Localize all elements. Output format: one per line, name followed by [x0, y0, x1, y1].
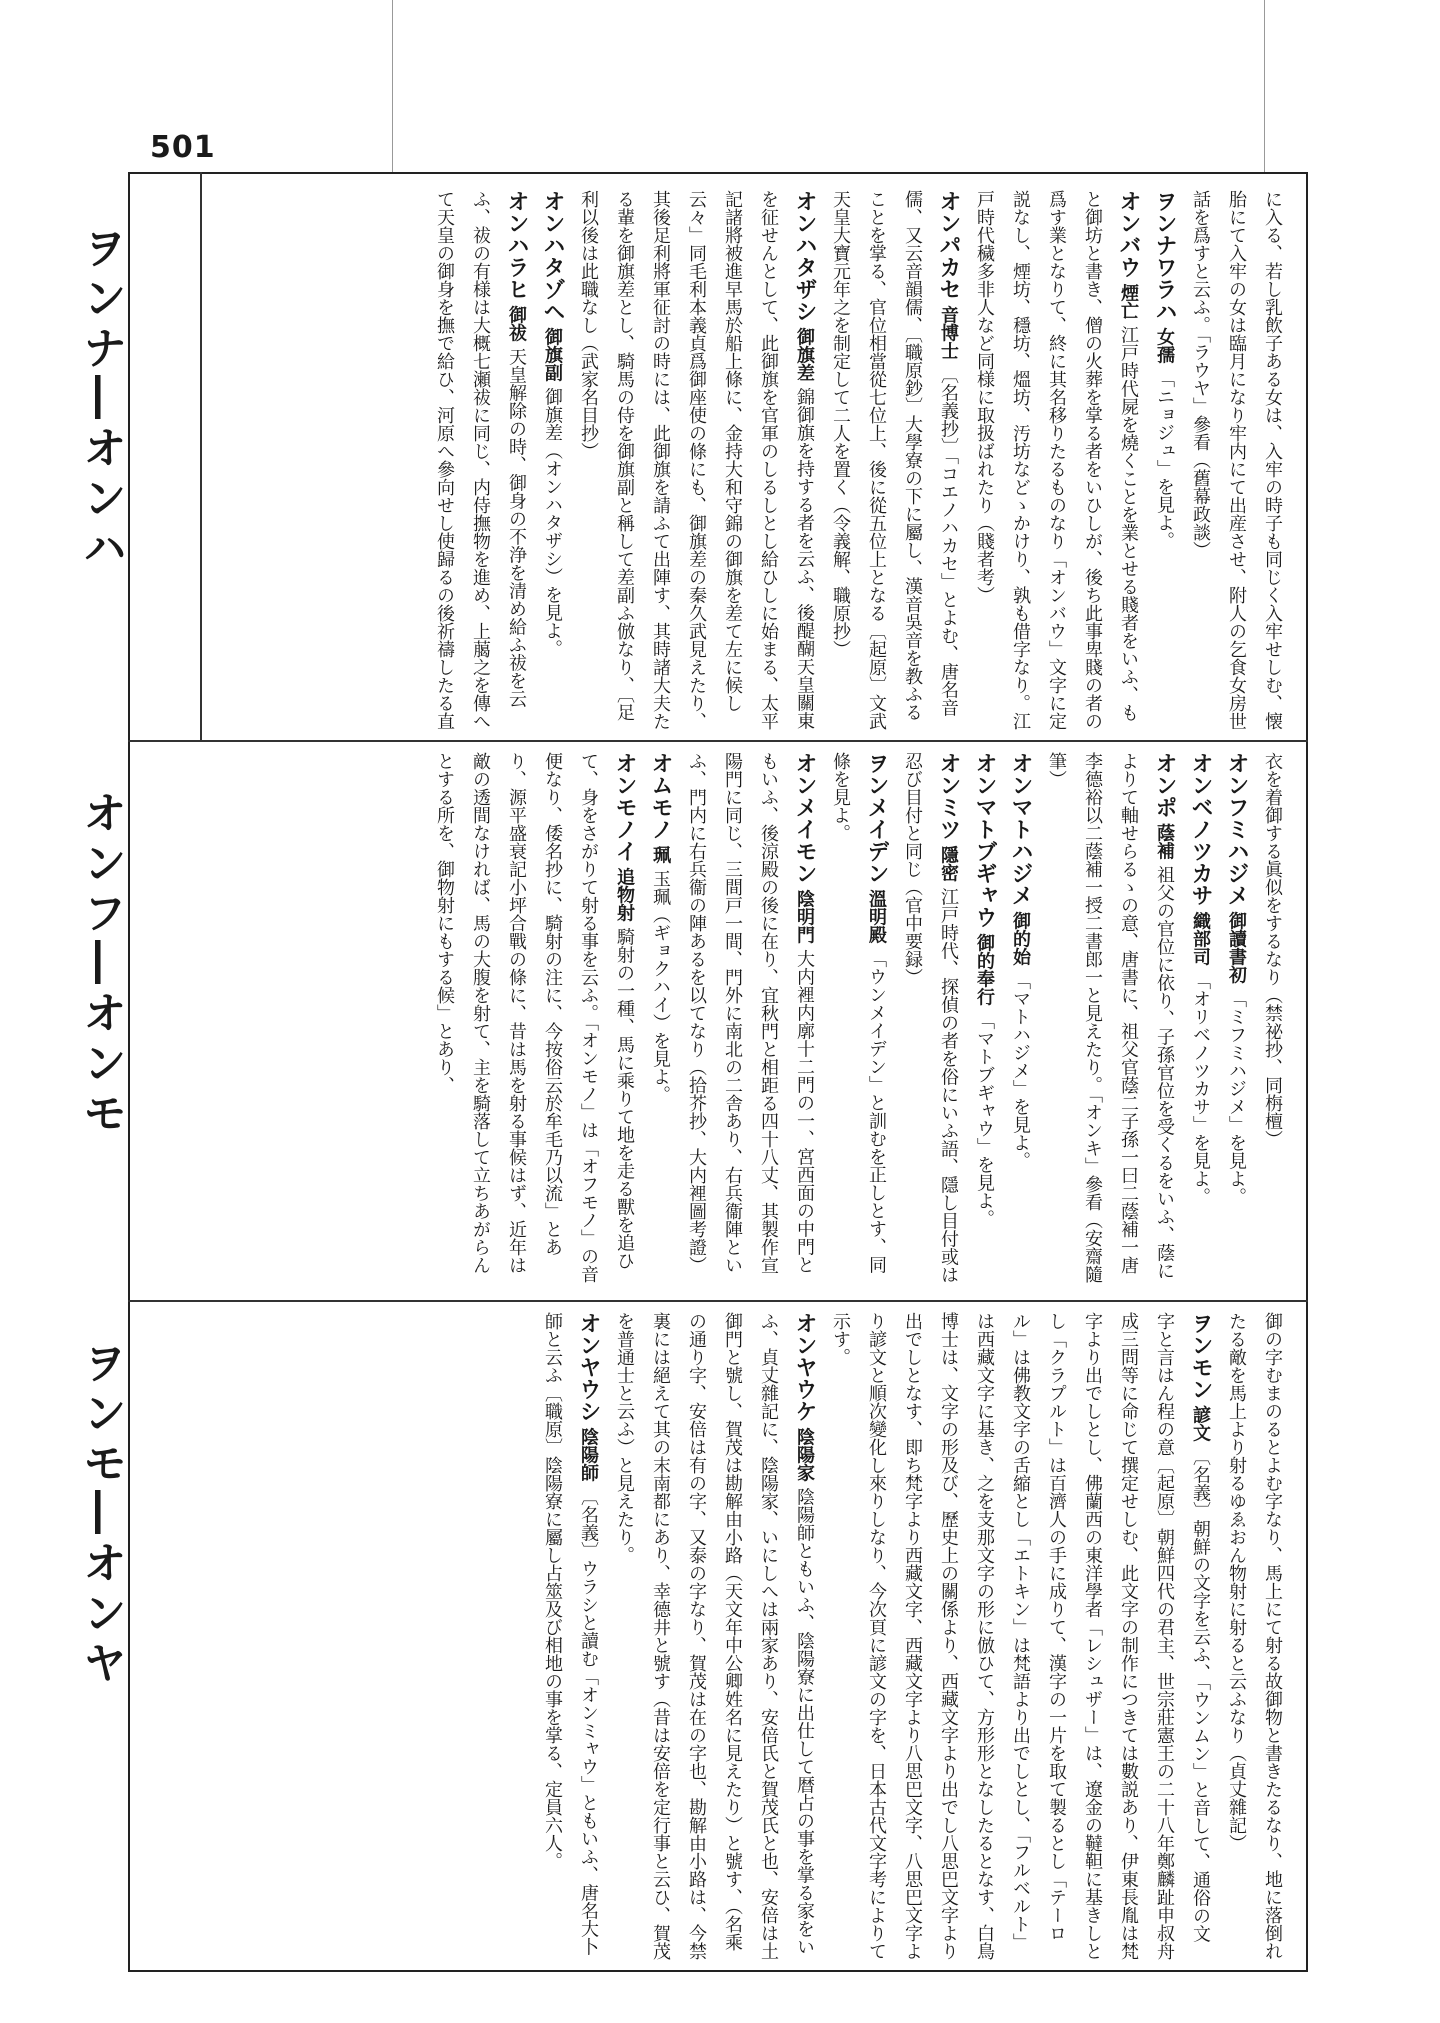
entry-headword: オンマトハジメ — [1008, 752, 1033, 906]
entry-headword: オンフミハジメ — [1224, 752, 1249, 906]
section-3 — [140, 1312, 1290, 1960]
entry-headword: オンハタザシ — [792, 190, 817, 322]
entry-kanji: 女孺 — [1154, 327, 1175, 364]
entry-headword: オンハタゾヘ — [540, 190, 565, 322]
entry-kanji: 陰陽家 — [794, 1427, 815, 1482]
entry-kanji: 御旗副 — [542, 327, 563, 382]
entry-definition: 玉珮（ギョクハイ）を見よ。 — [650, 869, 671, 1104]
entry-definition: 〔名義〕朝鮮の文字を云ふ、「ウンムン」と音して、通俗の文字と言はん程の意〔起原〕朝鮮四代の君主、世宗莊憲王の二十八年鄭麟趾申叔舟成三問等に命じて撰定せしむ、此文字の制作につきては數説あり、伊東長胤は梵字より出でしとし、佛蘭西の東洋學者「レシュザー」は、遼金の韃靼に基きしとし「クラプルト」は百濟人の手に成りて、漢字の一片を取て製るとし「テーロル」は佛教文字の舌縮とし「エトキン」は梵語より出でしとし、「フルベルト」は西藏文字に基き、之を支那文字の形に倣ひて、方形形となしたるとなす、白鳥博士は、文字の形及び、歷史上の關係より、西藏文字より出でし八思巴文字より出でしとなす、即ち梵字より西藏文字、西藏文字より八思巴文字、八思巴文字より諺文と順次變化し來りしなり、今次頁に諺文の字を、日本古代文字考によりて示す。 — [830, 1312, 1211, 1960]
entry — [534, 190, 570, 730]
entry-kanji: 陰陽師 — [578, 1427, 599, 1482]
section-divider-2 — [128, 1300, 1308, 1302]
entry-definition: 〔名義抄〕「コエノハカセ」とよむ、唐名音儒、又云音韻儒、〔職原鈔〕大學寮の下に屬し、漢音吳音を教ふることを掌る、官位相當從七位上、後に從五位上となる〔起原〕文武天皇大寶元年之を制定して二人を置く（令義解、職原抄） — [830, 190, 959, 730]
entry-kanji: 御旗差 — [794, 327, 815, 382]
entry-definition: 「ウンメイデン」と訓むを正しとす、同條を見よ。 — [830, 752, 887, 1274]
entry — [894, 752, 966, 1288]
section-divider-1 — [128, 740, 1308, 742]
entry-definition: 天皇解除の時、御身の不浄を清め給ふ祓を云ふ、祓の有様は大概七瀬祓に同じ、内侍撫物を進め、上﨟之を傳へて天皇の御身を撫で給ひ、河原へ參向せし使歸るの後祈禱したる直 — [434, 190, 527, 730]
running-head-2: オンフ―オンモ — [75, 790, 126, 1140]
entry — [606, 1312, 822, 1960]
entry-kanji: 織部司 — [1190, 911, 1211, 966]
entry-kanji: 御讀書初 — [1226, 911, 1247, 984]
entry-headword: オンヤウシ — [576, 1312, 601, 1422]
entry-kanji: 御的奉行 — [974, 933, 995, 1006]
entry-kanji: 溫明殿 — [866, 889, 887, 944]
entry — [966, 752, 1002, 1288]
entry-definition: 大内裡内廓十二門の一、宮西面の中門ともいふ、後涼殿の後に在り、宜秋門と相距る四十八丈、其製作宣陽門に同じ、三間戸一間、門外に南北の二舎あり、右兵衞陣といふ、門内に右兵衞の陣あるを以てなり（拾芥抄、大内裡圖考證） — [686, 752, 815, 1274]
scan-guide-line — [1264, 0, 1265, 172]
entry-headword: ヲンナワラハ — [1152, 190, 1177, 322]
entry-definition: 「マトブギャウ」を見よ。 — [974, 1011, 995, 1228]
entry-definition: 「ミフミハジメ」を見よ。 — [1226, 989, 1247, 1206]
scan-guide-line — [392, 0, 393, 172]
running-head-3: ヲンモ―オンヤ — [75, 1340, 126, 1690]
entry-headword: オンバウ — [1116, 190, 1141, 278]
entry-headword: オンミツ — [936, 752, 961, 840]
entry-headword: オンベノツカサ — [1188, 752, 1213, 906]
entry-kanji: 音博士 — [938, 305, 959, 360]
entry — [1146, 190, 1182, 730]
entry-definition: 「ニョジュ」を見よ。 — [1154, 369, 1175, 550]
section-1 — [140, 190, 1290, 730]
entry — [966, 190, 1146, 730]
entry-definition: 騎射の一種、馬に乘りて地を走る獸を追ひて、身をさがりて射る事を云ふ。「オンモノ」は「オフモノ」の音便なり、倭名抄に、騎射の注に、今按俗云於牟毛乃以流」とあり、源平盛衰記小坪合戰の條に、昔は馬を射る事候はず、近年は敵の透間なければ、馬の大腹を射て、主を騎落して立ちあがらんとする所を、御物射にもする候」とあり、 — [434, 752, 635, 1283]
page-number: 501 — [150, 130, 216, 165]
entry-kanji: 蔭補 — [1154, 823, 1175, 860]
entry-definition: 「オリベノツカサ」を見よ。 — [1190, 971, 1211, 1206]
entry — [534, 1312, 606, 1960]
entry — [822, 752, 894, 1288]
entry-headword: オンモノイ — [612, 752, 637, 862]
entry-kanji: 珮 — [650, 845, 671, 864]
entry-kanji: 御祓 — [506, 305, 527, 342]
entry-headword: オンポ — [1152, 752, 1177, 818]
entry-headword: オンパカセ — [936, 190, 961, 300]
entry-headword: ヲンメイデン — [864, 752, 889, 884]
entry — [426, 190, 534, 730]
entry-continuation — [1254, 752, 1290, 1288]
entry — [1038, 752, 1182, 1288]
entry-headword: ヲンモン — [1188, 1312, 1213, 1400]
entry-kanji: 煙亡 — [1118, 283, 1139, 320]
entry — [426, 752, 642, 1288]
entry — [570, 190, 822, 730]
entry-headword: オンメイモン — [792, 752, 817, 884]
entry-headword: オムモノ — [648, 752, 673, 840]
entry-definition: 「マトハジメ」を見よ。 — [1010, 971, 1031, 1170]
entry-continuation — [1182, 190, 1290, 730]
entry-headword: オンヤウケ — [792, 1312, 817, 1422]
continuation-text: に入る、若し乳飲子ある女は、入牢の時子も同じく入牢せしむ、懐胎にて入牢の女は臨月になり牢内にて出産させ、附人の乞食女房世話を爲すと云ふ。「ラウヤ」參看（舊幕政談） — [1190, 190, 1283, 730]
continuation-text: 衣を着御する眞似をするなり（禁祕抄、同栴檀） — [1262, 752, 1283, 1148]
entry-definition: 錦御旗を持する者を云ふ、後醍醐天皇關東を征せんとして、此御旗を官軍のしるしとし給ひしに始まる、太平記諸將被進早馬於船上條に、金持大和守錦の御旗を差て左に候し云々」同毛利本義貞爲御座使の條にも、御旗差の秦久武見えたり、其後足利將軍征討の時には、此御旗を請ふて出陣す、其時諸大夫たる輩を御旗差とし、騎馬の侍を御旗副と稱して差副ふ倣なり、〔足利以後は此職なし（武家名目抄） — [578, 190, 815, 730]
running-head-1: ヲンナ―オンハ — [75, 225, 126, 575]
section-2 — [140, 752, 1290, 1288]
continuation-text: 御の字むまのるとよむ字なり、馬上にて射る故御物と書きたるなり、地に落倒れたる敵を馬上より射るゆゑおん物射に射ると云ふなり（貞丈雜記） — [1226, 1312, 1283, 1960]
entry — [1218, 752, 1254, 1288]
entry-definition: 江戸時代、探偵の者を俗にいふ語、隱し目付或は忍び目付と同じ（官中要録） — [902, 752, 959, 1284]
entry-headword: オンハラヒ — [504, 190, 529, 300]
entry — [822, 190, 966, 730]
entry-kanji: 追物射 — [614, 867, 635, 922]
entry-kanji: 隱密 — [938, 845, 959, 882]
entry-kanji: 御的始 — [1010, 911, 1031, 966]
entry — [678, 752, 822, 1288]
entry — [822, 1312, 1218, 1960]
entry-continuation — [1218, 1312, 1290, 1960]
entry-kanji: 諺文 — [1190, 1405, 1211, 1442]
entry-definition: 陰陽師ともいふ、陰陽寮に出仕して暦占の事を掌る家をいふ、貞丈雜記に、陰陽家、いにしへは兩家あり、安倍氏と賀茂氏と也、安倍は土御門と號し、賀茂は勘解由小路（天文年中公卿姓名に見えたり）と號す、（名乘の通り字、安倍は有の字、又泰の字なり、賀茂は在の字也、勘解由小路は、今禁裏には絕えて其の末南都にあり、幸德井と號す（昔は安倍を定行事と云ひ、賀茂を普通士と云ふ）と見えたり。 — [614, 1312, 815, 1960]
entry-definition: 祖父の官位に依り、子孫官位を受くるをいふ、蔭によりて軸せらるゝの意、唐書に、祖父官蔭二子孫一曰二蔭補一唐李德裕以二蔭補一授二書郎一と見えたり。「オンキ」參看（安齋隨筆） — [1046, 752, 1175, 1283]
entry-definition: 江戸時代屍を燒くことを業とせる賤者をいふ、もと御坊と書き、僧の火葬を掌る者をいひしが、後ち此事卑賤の者の爲す業となりて、終に其名移りたるものなり「オンバウ」文字に定説なし、煙坊、穩坊、熅坊、汚坊などゝかけり、孰も借字なり。江戸時代穢多非人など同様に取扱ばれたり（賤者考） — [974, 190, 1139, 730]
entry-definition: 御旗差（オンハタザシ）を見よ。 — [542, 387, 563, 658]
entry — [1002, 752, 1038, 1288]
entry-kanji: 陰明門 — [794, 889, 815, 944]
entry — [1182, 752, 1218, 1288]
entry-headword: オンマトブギャウ — [972, 752, 997, 928]
entry — [642, 752, 678, 1288]
entry-definition: 〔名義〕ウラシと讀む「オンミャウ」ともいふ、唐名大卜師と云ふ〔職原〕陰陽寮に屬し占筮及び相地の事を掌る、定員六人。 — [542, 1312, 599, 1956]
